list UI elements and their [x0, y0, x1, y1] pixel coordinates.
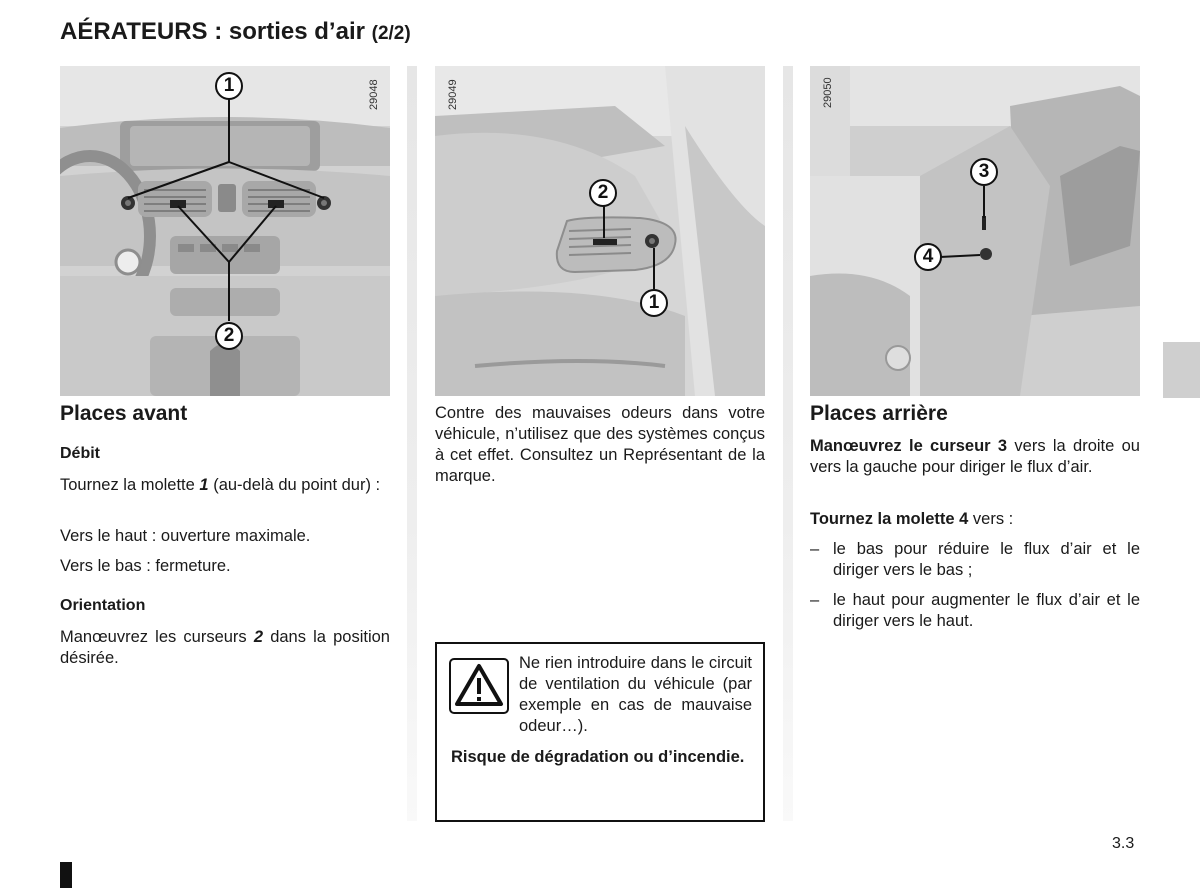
callout-number: 3 [970, 158, 998, 186]
photo-front-dashboard [60, 66, 390, 396]
debit-open-text: Vers le haut : ouverture maximale. [60, 527, 311, 545]
debit-close-text: Vers le bas : fermeture. [60, 557, 231, 575]
debit-heading: Débit [60, 445, 100, 462]
bullet-dash: – [810, 540, 820, 558]
rear-slider-bold: Manœuvrez le curseur 3 [810, 437, 1008, 455]
debit-text: (au-delà du point dur) : [213, 476, 381, 494]
column-separator [407, 66, 417, 821]
debit-paragraph [60, 475, 390, 496]
debit-number: 1 [199, 476, 209, 494]
rear-wheel-bold: Tournez la molette 4 [810, 510, 969, 528]
column-separator [783, 66, 793, 821]
orientation-heading: Orientation [60, 597, 146, 614]
page-title [60, 18, 411, 46]
callout-number: 1 [640, 289, 668, 317]
chapter-tab [1163, 342, 1200, 398]
bullet-text: le bas pour réduire le flux d’air et le diriger vers le bas ; [833, 540, 1140, 579]
callout-number: 1 [215, 72, 243, 100]
photo-id: 29048 [368, 79, 380, 110]
photo-rear-console [810, 66, 1140, 396]
warning-text: Ne rien introduire dans le circuit de ventilation du véhicule (par exemple en cas de mauvaise odeur…). [519, 654, 752, 735]
odour-advice-text: Contre des mauvaises odeurs dans votre véhicule, n’utilisez que des systèmes conçus à cet effet. Consultez un Représentant de la marque. [435, 404, 765, 485]
list-item [810, 539, 1140, 581]
orientation-number: 2 [253, 628, 264, 646]
orientation-text: dans la position désirée. [60, 628, 390, 667]
warning-box [435, 642, 765, 822]
rear-console-illustration [810, 66, 1140, 396]
callout-number: 2 [215, 322, 243, 350]
callout-number: 4 [914, 243, 942, 271]
rear-slider-text: vers la droite ou vers la gauche pour diriger le flux d’air. [810, 437, 1140, 476]
orientation-text: Manœuvrez les curseurs [60, 628, 247, 646]
title-main: AÉRATEURS : sorties d’air [60, 18, 365, 45]
callout-number: 2 [589, 179, 617, 207]
page-number: 3.3 [1112, 835, 1135, 852]
orientation-paragraph [60, 627, 390, 669]
warning-risk: Risque de dégradation ou d’incendie. [451, 748, 745, 766]
corner-mark [60, 862, 72, 888]
front-seats-heading: Places avant [60, 402, 188, 425]
bullet-text: le haut pour augmenter le flux d’air et le diriger vers le haut. [833, 591, 1140, 630]
rear-wheel-text: vers : [972, 510, 1014, 528]
rear-wheel-paragraph [810, 509, 1140, 530]
photo-side-vent [435, 66, 765, 396]
list-item [810, 590, 1140, 632]
rear-slider-paragraph [810, 436, 1140, 478]
debit-text: Tournez la molette [60, 476, 195, 494]
photo-id: 29049 [447, 79, 459, 110]
warning-icon [449, 658, 509, 714]
photo-id: 29050 [822, 77, 834, 108]
bullet-dash: – [810, 591, 820, 609]
title-sub: (2/2) [371, 23, 411, 44]
rear-seats-heading: Places arrière [810, 402, 948, 425]
side-vent-illustration [435, 66, 765, 396]
